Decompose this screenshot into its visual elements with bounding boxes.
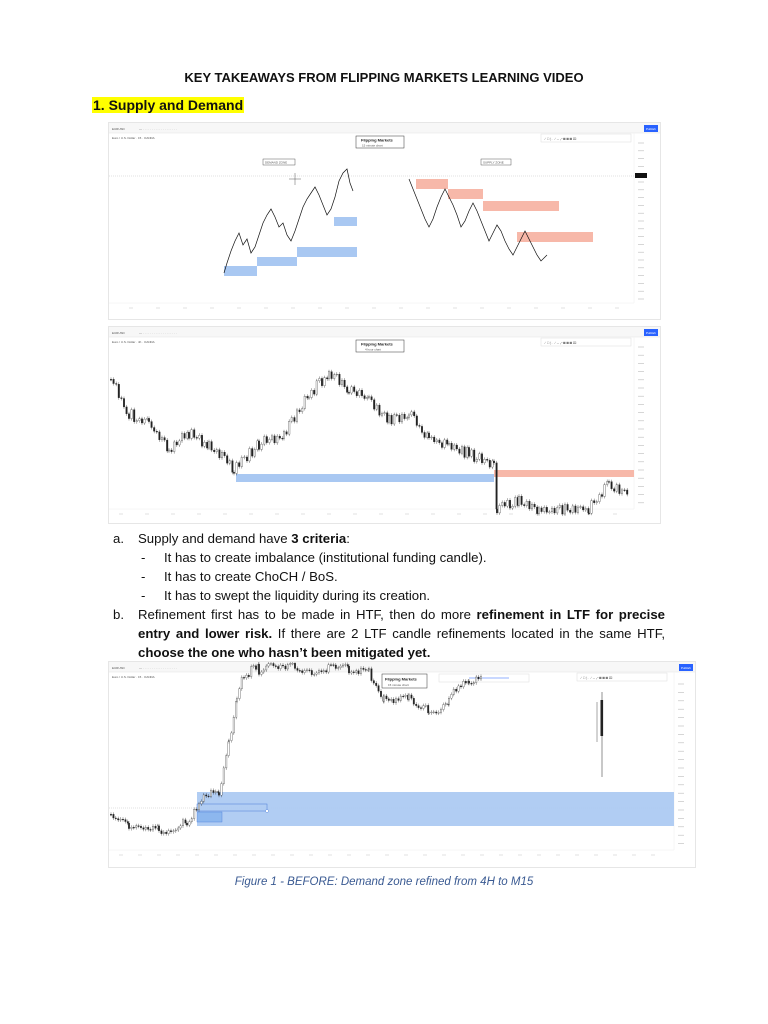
chart-1-demand-label: DEMAND ZONE [265,160,288,165]
svg-text:⟋ ☐ ⟆ · ⟋ ─ ⤢ ▦ ▦ ▦ ⌧: ⟋ ☐ ⟆ · ⟋ ─ ⤢ ▦ ▦ ▦ ⌧ [580,676,613,680]
chart-2-symbol: EURUSD [112,331,125,335]
chart-3-symbol: EURUSD [112,666,125,670]
chart-2-label-title: Flipping Markets [361,341,393,347]
document-title: KEY TAKEAWAYS FROM FLIPPING MARKETS LEARNING VIDEO [184,70,584,85]
chart-3-label-sub: 15 minute chart [388,683,409,687]
svg-text:⟋ ☐ ⟆ · ⟋ ─ ⤢ ▦ ▦ ▦ ⌧: ⟋ ☐ ⟆ · ⟋ ─ ⤢ ▦ ▦ ▦ ⌧ [544,137,577,141]
svg-text:— · · · · · · · · · · · · · ·: — · · · · · · · · · · · · · · · · · · · [139,127,177,131]
chart-1-label-title: Flipping Markets [361,137,393,143]
chart-2-screenshot [108,326,661,524]
chart-3-label-title: Flipping Markets [385,676,417,682]
chart-2-label-sub: 4 hour chart [365,347,382,352]
item-b-marker: b. [113,607,124,622]
criterion-3: It has to swept the liquidity during its creation. [164,588,431,603]
chart-2-pair: Euro / U.S. Dollar · 4h · OANDA [112,340,155,344]
criterion-2: It has to create ChoCH / BoS. [164,569,338,584]
item-b-text: Refinement first has to be made in HTF, then do more refinement in LTF for precise entry and lower risk. If there are 2 LTF candle refinements located in the same HTF, choose the one who hasn’t been mitigated yet. [138,607,665,660]
svg-text:— · · · · · · · · · · · · · ·: — · · · · · · · · · · · · · · · · · · · [139,666,177,670]
chart-1-label-sub: 15 minute chart [362,143,383,148]
chart-1-screenshot [108,122,661,320]
bullet-dash: - [141,550,146,565]
chart-2-publish-button: Publish [646,331,656,335]
chart-3-screenshot [108,661,696,868]
chart-1-publish-button: Publish [646,127,656,131]
bullet-dash: - [141,588,146,603]
figure-caption: Figure 1 - BEFORE: Demand zone refined from 4H to M15 [234,876,534,888]
criterion-1: It has to create imbalance (institutional funding candle). [164,550,487,565]
svg-text:⟋ ☐ ⟆ · ⟋ ─ ⤢ ▦ ▦ ▦ ⌧: ⟋ ☐ ⟆ · ⟋ ─ ⤢ ▦ ▦ ▦ ⌧ [544,341,577,345]
bullet-dash: - [141,569,146,584]
chart-1-supply-label: SUPPLY ZONE [483,160,504,165]
item-a-marker: a. [113,531,124,546]
chart-1-symbol: EURUSD [112,127,125,131]
chart-3-publish-button: Publish [681,666,691,670]
chart-1-pair: Euro / U.S. Dollar · 15 · OANDA [112,136,155,140]
item-a-text: Supply and demand have 3 criteria: [138,531,350,546]
svg-text:— · · · · · · · · · · · · · ·: — · · · · · · · · · · · · · · · · · · · [139,331,177,335]
section-heading: 1. Supply and Demand [93,97,244,113]
chart-3-pair: Euro / U.S. Dollar · 15 · OANDA [112,675,155,679]
